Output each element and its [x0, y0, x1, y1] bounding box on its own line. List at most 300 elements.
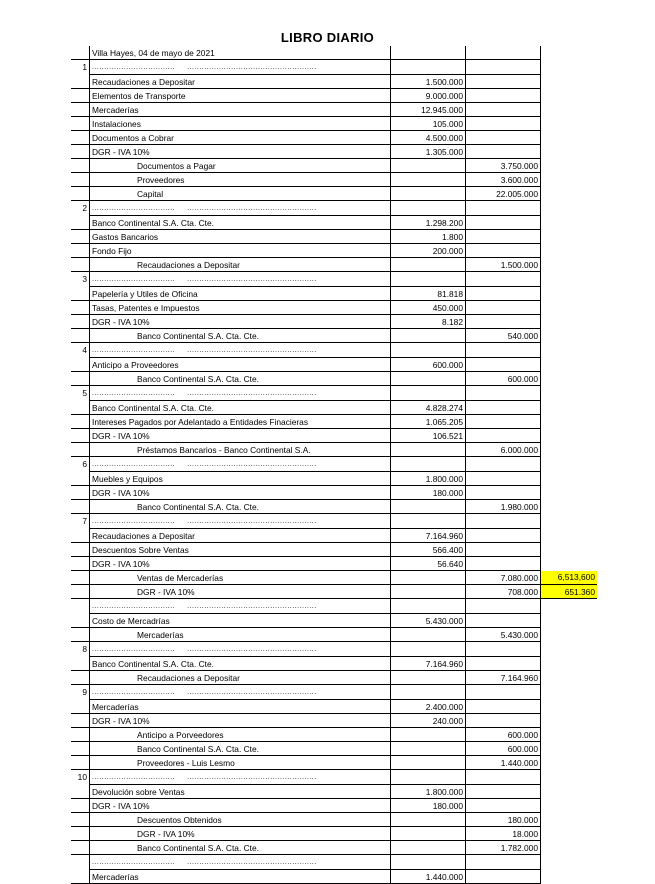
account-cell: [90, 173, 391, 187]
debit-cell: [391, 272, 466, 287]
debit-cell: 450.000: [391, 301, 466, 315]
debit-cell: [391, 187, 466, 201]
debit-cell: 7.164.960: [391, 529, 466, 543]
debit-cell: [391, 685, 466, 700]
entry-number: [71, 500, 90, 514]
separator-cell: [90, 685, 391, 700]
note-cell: [541, 244, 598, 258]
credit-cell: [466, 514, 541, 529]
credit-cell: [466, 870, 541, 884]
credit-cell: [466, 472, 541, 486]
entry-number: [71, 543, 90, 557]
debit-cell: [391, 372, 466, 386]
debit-cell: [391, 756, 466, 770]
note-cell: [541, 60, 598, 75]
journal-row: [71, 500, 597, 514]
debit-cell: [391, 770, 466, 785]
journal-row: [71, 557, 597, 571]
account-name: Banco Continental S.A. Cta. Cte.: [92, 658, 214, 669]
account-name: DGR - IVA 10%: [92, 800, 150, 811]
account-cell: [90, 187, 391, 201]
separator-dots-right: .....................................................: [187, 347, 317, 354]
note-cell: [541, 870, 598, 884]
entry-separator-row: [71, 642, 597, 657]
debit-cell: 180.000: [391, 799, 466, 813]
journal-row: [71, 244, 597, 258]
account-cell: [90, 443, 391, 457]
note-cell: [541, 301, 598, 315]
journal-row: [71, 89, 597, 103]
entry-number: 7: [82, 516, 87, 527]
account-name: DGR - IVA 10%: [92, 558, 150, 569]
entry-separator-row: [71, 457, 597, 472]
entry-number: [71, 585, 90, 599]
note-cell: [541, 599, 598, 614]
debit-cell: [391, 60, 466, 75]
credit-cell: [466, 543, 541, 557]
note-cell: [541, 728, 598, 742]
journal-row: [71, 756, 597, 770]
account-cell: [90, 614, 391, 628]
entry-number: [71, 671, 90, 685]
journal-row: [71, 785, 597, 799]
credit-cell: [466, 799, 541, 813]
note-cell: [541, 173, 598, 187]
debit-cell: 106.521: [391, 429, 466, 443]
note-cell: [541, 145, 598, 159]
entry-number: [71, 429, 90, 443]
journal-row: [71, 571, 597, 585]
debit-cell: 1.800.000: [391, 472, 466, 486]
separator-cell: [90, 343, 391, 358]
debit-cell: [391, 500, 466, 514]
account-name: Mercaderías: [92, 701, 139, 712]
note-cell: [541, 714, 598, 728]
debit-cell: 200.000: [391, 244, 466, 258]
account-name: Mercaderías: [92, 104, 139, 115]
entry-number: 8: [82, 644, 87, 655]
journal-row: [71, 216, 597, 230]
separator-cell: [90, 60, 391, 75]
account-cell: [90, 216, 391, 230]
entry-number: 5: [82, 388, 87, 399]
account-name: Tasas, Patentes e Impuestos: [92, 302, 200, 313]
entry-separator-row: [71, 272, 597, 287]
account-name: Mercaderías: [92, 871, 139, 882]
entry-separator-row: [71, 386, 597, 401]
credit-cell: 18.000: [466, 827, 541, 841]
entry-number: [71, 145, 90, 159]
account-name: Fondo Fijo: [92, 245, 132, 256]
credit-cell: 7.164.960: [466, 671, 541, 685]
debit-cell: 1.305.000: [391, 145, 466, 159]
separator-dots-left: ..................................: [92, 774, 176, 781]
entry-number: [71, 486, 90, 500]
note-cell: [541, 443, 598, 457]
debit-cell: 180.000: [391, 486, 466, 500]
note-cell: [541, 685, 598, 700]
credit-cell: [466, 642, 541, 657]
separator-cell: [90, 457, 391, 472]
entry-number: [71, 315, 90, 329]
account-cell: [90, 714, 391, 728]
journal-row: [71, 728, 597, 742]
highlighted-note: 6,513,600: [541, 571, 598, 585]
note-cell: [541, 75, 598, 89]
account-cell: [90, 827, 391, 841]
credit-cell: [466, 287, 541, 301]
note-cell: [541, 770, 598, 785]
separator-dots-left: ..................................: [92, 603, 176, 610]
note-cell: [541, 343, 598, 358]
journal-row: [71, 173, 597, 187]
credit-cell: [466, 529, 541, 543]
debit-cell: [391, 514, 466, 529]
journal-row: [71, 628, 597, 642]
credit-cell: [466, 131, 541, 145]
credit-cell: [466, 700, 541, 714]
credit-cell: [466, 244, 541, 258]
debit-cell: 1.065.205: [391, 415, 466, 429]
account-cell: [90, 557, 391, 571]
journal-row: [71, 103, 597, 117]
journal-row: [71, 443, 597, 457]
separator-dots-left: ..................................: [92, 689, 176, 696]
credit-cell: 7.080.000: [466, 571, 541, 585]
account-cell: [90, 429, 391, 443]
entry-number: [71, 870, 90, 884]
entry-number: [71, 827, 90, 841]
credit-cell: [466, 46, 541, 60]
account-cell: [90, 671, 391, 685]
credit-cell: [466, 855, 541, 870]
credit-cell: [466, 301, 541, 315]
account-cell: [90, 799, 391, 813]
note-cell: [541, 258, 598, 272]
account-cell: [90, 486, 391, 500]
debit-cell: 1.298.200: [391, 216, 466, 230]
entry-separator-row: [71, 685, 597, 700]
note-cell: [541, 429, 598, 443]
note-cell: [541, 642, 598, 657]
account-cell: [90, 103, 391, 117]
note-cell: [541, 557, 598, 571]
debit-cell: [391, 201, 466, 216]
account-cell: [90, 315, 391, 329]
debit-cell: 1.440.000: [391, 870, 466, 884]
entry-number: [71, 159, 90, 173]
journal-row: [71, 671, 597, 685]
account-name: Banco Continental S.A. Cta. Cte.: [137, 743, 259, 754]
credit-cell: [466, 401, 541, 415]
separator-dots-right: .....................................................: [187, 390, 317, 397]
account-cell: [90, 742, 391, 756]
credit-cell: 600.000: [466, 728, 541, 742]
journal-row: [71, 75, 597, 89]
note-cell: [541, 89, 598, 103]
note-cell: [541, 159, 598, 173]
account-name: Gastos Bancarios: [92, 231, 159, 242]
credit-cell: [466, 117, 541, 131]
journal-row: [71, 358, 597, 372]
note-cell: [541, 785, 598, 799]
debit-cell: [391, 258, 466, 272]
journal-row: [71, 742, 597, 756]
account-name: Recaudaciones a Depositar: [92, 530, 195, 541]
header-row: [71, 46, 597, 60]
note-cell: [541, 657, 598, 671]
credit-cell: 600.000: [466, 742, 541, 756]
account-name: Descuentos Sobre Ventas: [92, 544, 189, 555]
debit-cell: 566.400: [391, 543, 466, 557]
separator-dots-right: .....................................................: [187, 859, 317, 866]
debit-cell: 1.500.000: [391, 75, 466, 89]
note-cell: [541, 813, 598, 827]
journal-row: [71, 614, 597, 628]
debit-cell: 600.000: [391, 358, 466, 372]
account-name: Banco Continental S.A. Cta. Cte.: [137, 842, 259, 853]
account-name: Devolución sobre Ventas: [92, 786, 185, 797]
credit-cell: 3.750.000: [466, 159, 541, 173]
debit-cell: [391, 173, 466, 187]
note-cell: [541, 799, 598, 813]
note-cell: [541, 329, 598, 343]
note-cell: [541, 756, 598, 770]
debit-cell: 4.828.274: [391, 401, 466, 415]
credit-cell: [466, 429, 541, 443]
note-cell: [541, 671, 598, 685]
debit-cell: [391, 159, 466, 173]
entry-number: [71, 700, 90, 714]
entry-number: 1: [82, 62, 87, 73]
credit-cell: [466, 486, 541, 500]
entry-number: 2: [82, 203, 87, 214]
account-cell: [90, 358, 391, 372]
account-name: Banco Continental S.A. Cta. Cte.: [92, 402, 214, 413]
credit-cell: [466, 145, 541, 159]
account-cell: [90, 500, 391, 514]
journal-row: [71, 799, 597, 813]
note-cell: [541, 543, 598, 557]
account-name: Descuentos Obtenidos: [137, 814, 222, 825]
account-name: DGR - IVA 10%: [92, 146, 150, 157]
page-title: LIBRO DIARIO: [280, 30, 375, 45]
credit-cell: 540.000: [466, 329, 541, 343]
account-cell: [90, 131, 391, 145]
journal-row: [71, 827, 597, 841]
account-name: DGR - IVA 10%: [92, 487, 150, 498]
entry-number: [71, 358, 90, 372]
debit-cell: 2.400.000: [391, 700, 466, 714]
debit-cell: [391, 855, 466, 870]
credit-cell: 180.000: [466, 813, 541, 827]
account-cell: [90, 159, 391, 173]
journal-row: [71, 258, 597, 272]
entry-number: [71, 785, 90, 799]
account-name: Anticipo a Porveedores: [137, 729, 224, 740]
credit-cell: [466, 201, 541, 216]
account-name: Costo de Mercadrías: [92, 615, 170, 626]
account-name: Proveedores - Luis Lesmo: [137, 757, 235, 768]
separator-dots-right: .....................................................: [187, 774, 317, 781]
account-name: Banco Continental S.A. Cta. Cte.: [137, 330, 259, 341]
separator-dots-right: .....................................................: [187, 205, 317, 212]
account-cell: [90, 329, 391, 343]
credit-cell: 1.980.000: [466, 500, 541, 514]
account-name: Proveedores: [137, 174, 185, 185]
debit-cell: [391, 742, 466, 756]
entry-separator-row: [71, 60, 597, 75]
credit-cell: 708.000: [466, 585, 541, 599]
credit-cell: [466, 75, 541, 89]
journal-row: [71, 117, 597, 131]
entry-number: [71, 799, 90, 813]
entry-number: 10: [77, 772, 87, 783]
entry-separator-row: [71, 514, 597, 529]
separator-cell: [90, 642, 391, 657]
separator-dots-right: .....................................................: [187, 689, 317, 696]
debit-cell: 240.000: [391, 714, 466, 728]
entry-number: [71, 287, 90, 301]
debit-cell: [391, 329, 466, 343]
account-name: DGR - IVA 10%: [92, 316, 150, 327]
journal-row: [71, 187, 597, 201]
account-cell: [90, 756, 391, 770]
account-cell: [90, 813, 391, 827]
account-cell: [90, 75, 391, 89]
account-name: Documentos a Cobrar: [92, 132, 174, 143]
debit-cell: 1.800: [391, 230, 466, 244]
entry-separator-row: [71, 770, 597, 785]
note-cell: [541, 742, 598, 756]
journal-table: [71, 46, 597, 884]
note-cell: [541, 486, 598, 500]
account-name: Recaudaciones a Depositar: [137, 259, 240, 270]
debit-cell: [391, 443, 466, 457]
account-name: DGR - IVA 10%: [137, 586, 195, 597]
account-cell: [90, 258, 391, 272]
debit-cell: 8.182: [391, 315, 466, 329]
entry-number: 3: [82, 274, 87, 285]
journal-row: [71, 529, 597, 543]
note-cell: [541, 386, 598, 401]
account-cell: [90, 372, 391, 386]
debit-cell: 7.164.960: [391, 657, 466, 671]
separator-dots-left: ..................................: [92, 276, 176, 283]
account-cell: [90, 543, 391, 557]
credit-cell: [466, 343, 541, 358]
entry-separator-row: [71, 855, 597, 870]
credit-cell: [466, 89, 541, 103]
journal-sheet: [71, 46, 597, 884]
credit-cell: [466, 358, 541, 372]
entry-number: [71, 75, 90, 89]
highlighted-note: 651.360: [541, 585, 598, 599]
credit-cell: 6.000.000: [466, 443, 541, 457]
entry-number: [71, 628, 90, 642]
note-cell: [541, 358, 598, 372]
account-cell: [90, 728, 391, 742]
account-name: Préstamos Bancarios - Banco Continental S.A.: [137, 444, 311, 455]
separator-dots-right: .....................................................: [187, 518, 317, 525]
account-cell: [90, 230, 391, 244]
entry-number: [71, 117, 90, 131]
note-cell: [541, 472, 598, 486]
entry-number: 4: [82, 345, 87, 356]
journal-row: [71, 131, 597, 145]
account-cell: [90, 301, 391, 315]
credit-cell: 1.782.000: [466, 841, 541, 855]
journal-row: [71, 657, 597, 671]
separator-dots-right: .....................................................: [187, 276, 317, 283]
debit-cell: [391, 571, 466, 585]
entry-number: [71, 230, 90, 244]
note-cell: [541, 457, 598, 472]
account-cell: [90, 244, 391, 258]
journal-body: [71, 46, 597, 884]
account-cell: [90, 145, 391, 159]
journal-row: [71, 700, 597, 714]
note-cell: [541, 315, 598, 329]
credit-cell: [466, 415, 541, 429]
debit-cell: [391, 642, 466, 657]
credit-cell: 22.005.000: [466, 187, 541, 201]
account-cell: [90, 700, 391, 714]
separator-dots-left: ..................................: [92, 347, 176, 354]
note-cell: [541, 700, 598, 714]
separator-dots-right: .....................................................: [187, 64, 317, 71]
note-cell: [541, 614, 598, 628]
note-cell: [541, 401, 598, 415]
date-line: Villa Hayes, 04 de mayo de 2021: [90, 46, 391, 60]
debit-cell: 4.500.000: [391, 131, 466, 145]
credit-cell: [466, 386, 541, 401]
entry-number: [71, 657, 90, 671]
separator-cell: [90, 272, 391, 287]
account-cell: [90, 472, 391, 486]
journal-row: [71, 714, 597, 728]
debit-cell: [391, 827, 466, 841]
note-cell: [541, 500, 598, 514]
journal-row: [71, 287, 597, 301]
entry-number: [71, 216, 90, 230]
account-cell: [90, 571, 391, 585]
entry-number: [71, 756, 90, 770]
account-cell: [90, 415, 391, 429]
journal-row: [71, 870, 597, 884]
account-cell: [90, 89, 391, 103]
entry-number: [71, 443, 90, 457]
entry-number: [71, 173, 90, 187]
debit-cell: [391, 585, 466, 599]
entry-number: 6: [82, 459, 87, 470]
entry-number: [71, 813, 90, 827]
credit-cell: [466, 60, 541, 75]
journal-row: [71, 315, 597, 329]
debit-cell: [391, 46, 466, 60]
separator-cell: [90, 599, 391, 614]
debit-cell: [391, 813, 466, 827]
entry-number: [71, 372, 90, 386]
debit-cell: 1.800.000: [391, 785, 466, 799]
debit-cell: 81.818: [391, 287, 466, 301]
entry-separator-row: [71, 343, 597, 358]
journal-row: [71, 472, 597, 486]
note-cell: [541, 287, 598, 301]
entry-number: [71, 742, 90, 756]
separator-dots-left: ..................................: [92, 390, 176, 397]
credit-cell: [466, 457, 541, 472]
